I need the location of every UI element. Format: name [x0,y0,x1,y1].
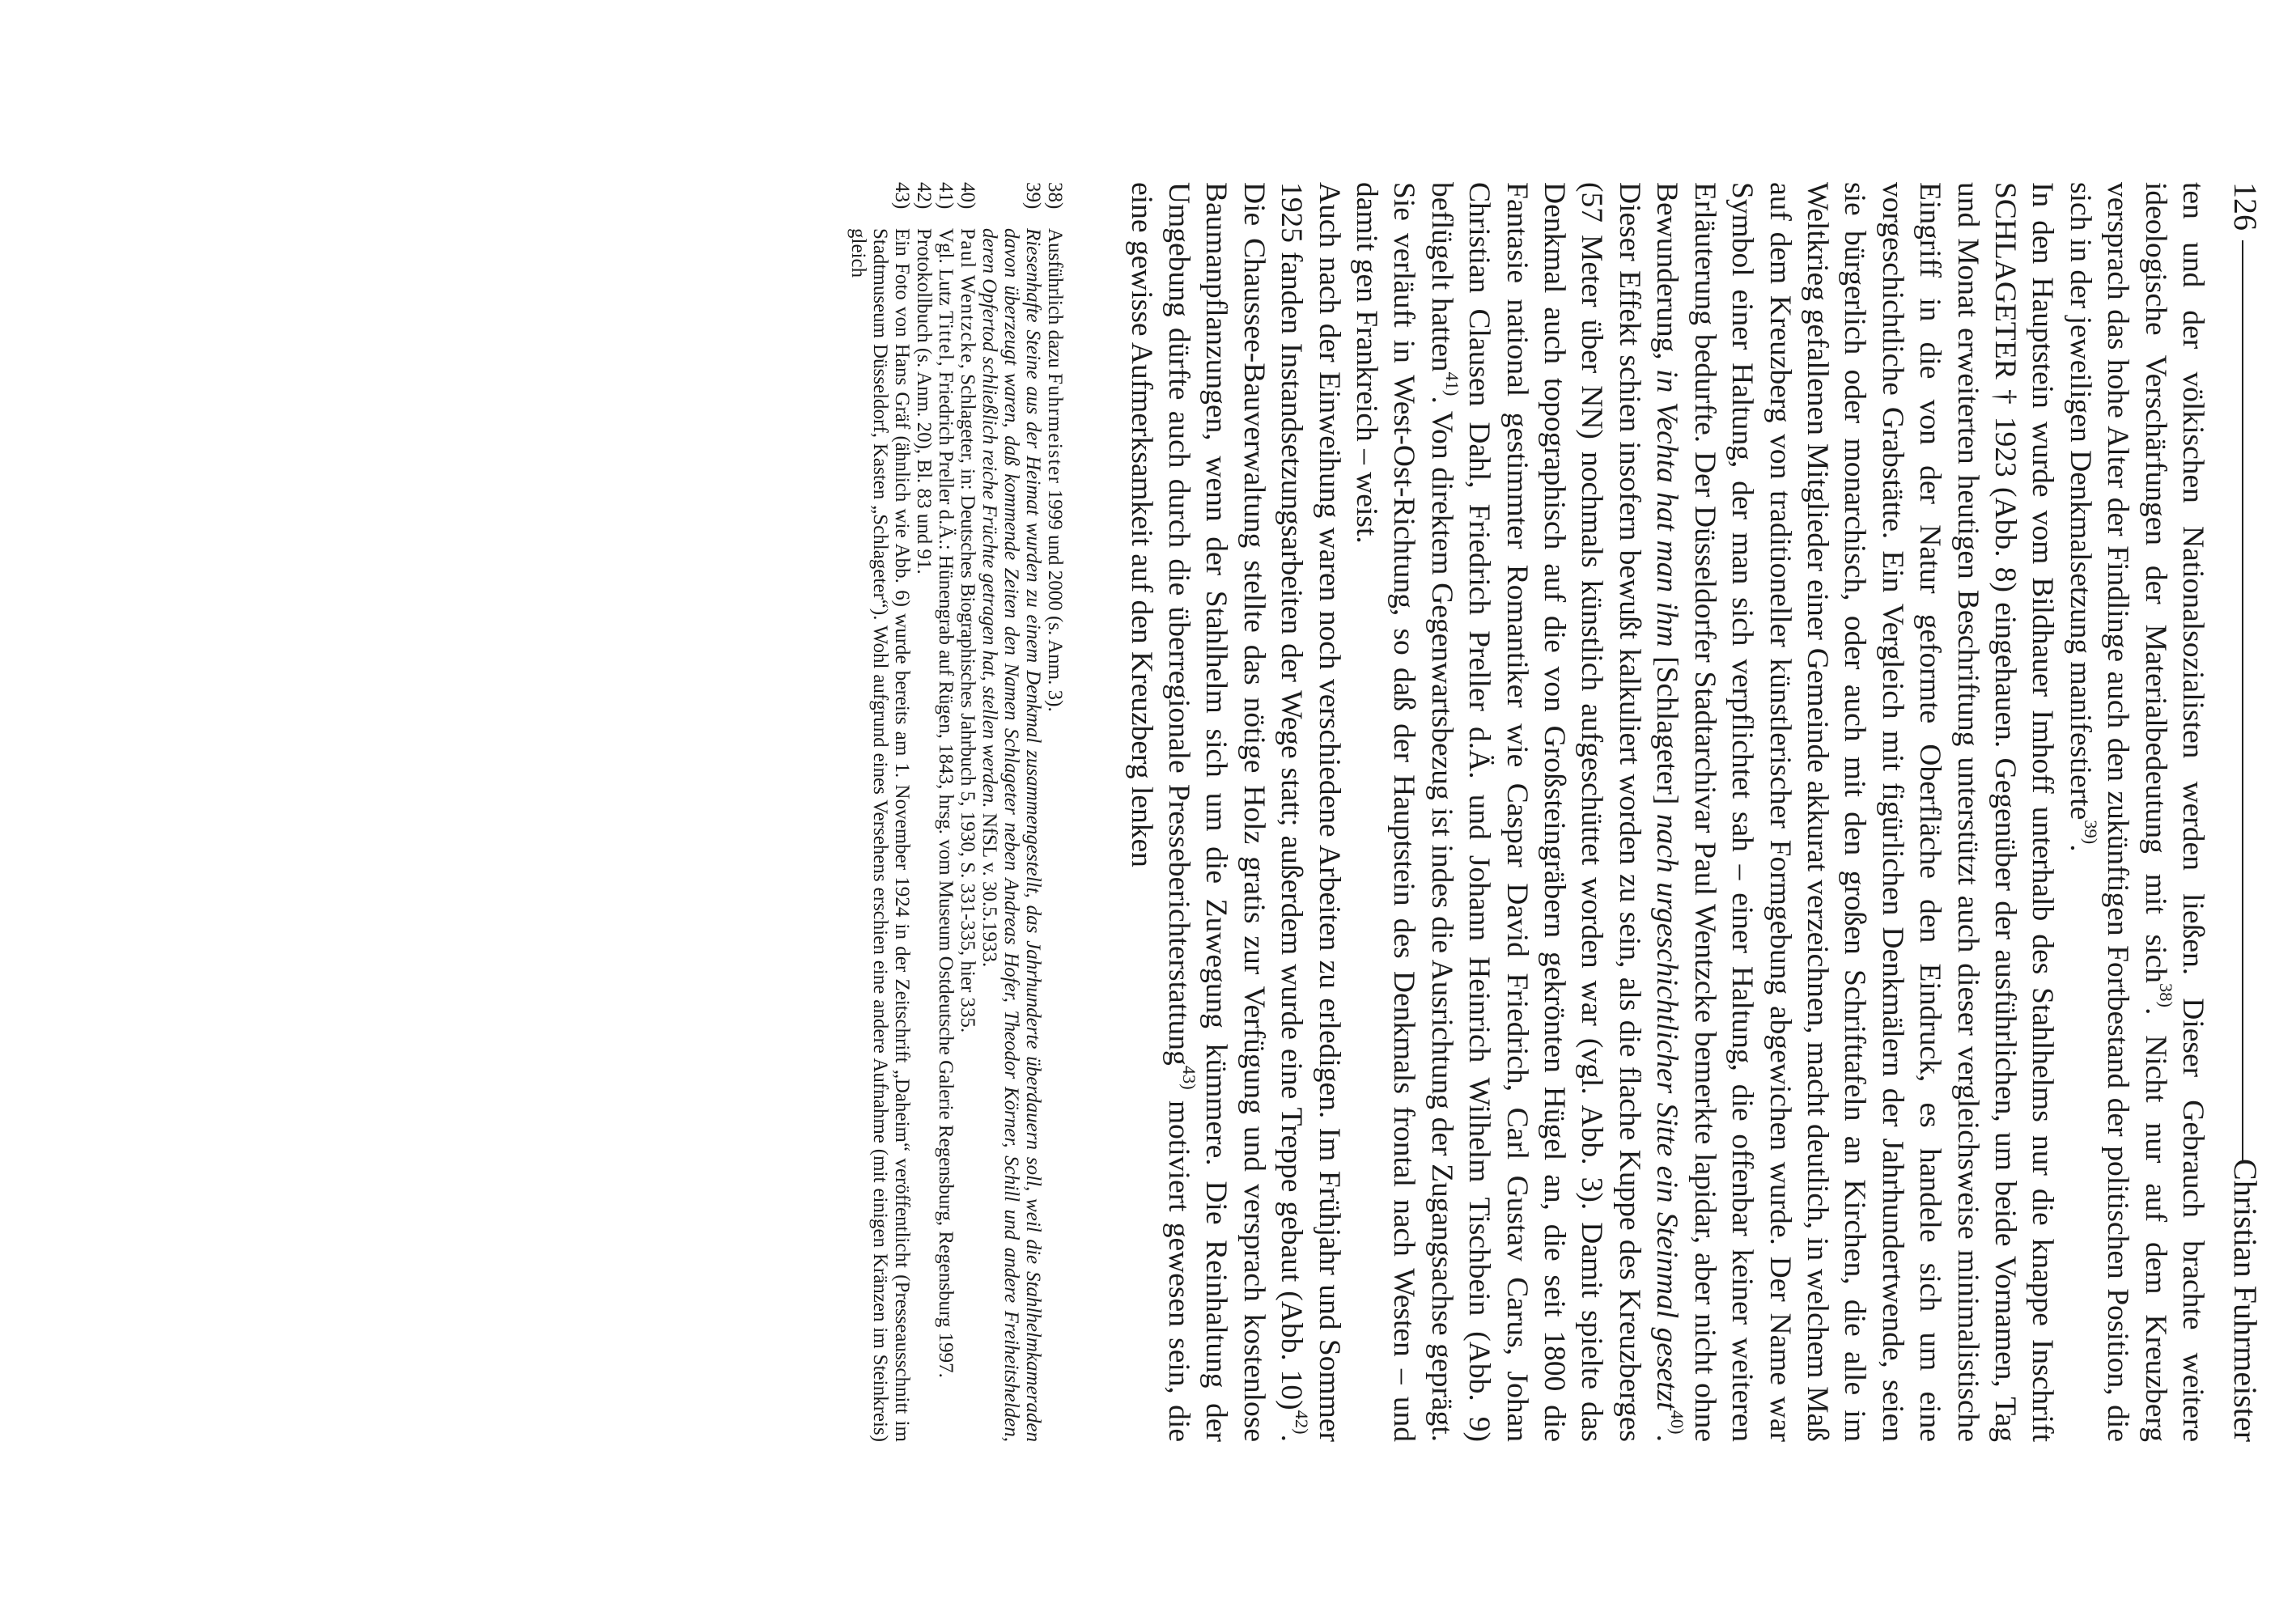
footnote-39 [978,182,1044,1442]
header-rule [2242,240,2243,1163]
body-text [1086,182,2211,1442]
footnote-number: 43) [891,182,913,210]
footnote-ref-39: 39) [2080,820,2101,845]
text-run: motiviert gewesen sein, die eine gewisse Aufmerksamkeit auf den Kreuzberg lenken [1124,182,1196,1442]
footnote-41 [935,182,957,1442]
text-run: Auch nach der Einweihung waren noch verschiedene Arbeiten zu erledigen. Im Frühjahr und Sommer 1925 fanden Instandsetzungsarbeiten der Wege statt; außerdem wurde eine Treppe gebaut (Abb. 10) [1275,182,1346,1442]
text-run: . Die Chaussee-Bauverwaltung stellte das nötige Holz gratis zur Verfügung und versprach kostenlose Baumanpflanzungen, wenn der Stahlhelm sich um die Zuwegung kümmere. Die Reinhaltung der Umgebung dürfte auch durch die überregionale Presseberichterstattung [1162,182,1309,1442]
text-run: , Schlageter, in: Deutsches Biographisches Jahrbuch 5, 1930, S. 331-335, hier 335. [957,363,978,1033]
footnote-number: 38) [1044,182,1066,210]
text-run: . Nicht nur auf dem Kreuzberg versprach das hohe Alter der Findlinge auch den zukünftigen Fortbestand der politischen Position, die sich in der jeweiligen Denkmalsetzung manifestierte [2063,182,2172,1442]
footnote-43 [847,182,913,1442]
text-run: NfSL v. 30.5.1933. [978,812,1000,968]
footnote-ref-43: 43) [1178,1065,1199,1090]
text-run: , Friedrich Preller d.Ä.: Hünengrab auf Rügen, 1843, hrsg. vom Museum Ostdeutsche Galerie Regensburg, Regensburg 1997. [935,361,957,1378]
text-run: [Schlageter] [1650,656,1684,805]
footnote-42 [913,182,935,1442]
text-run: . [2063,844,2097,852]
italic-quote: in Vechta hat man ihm [1650,369,1684,647]
footnote-number: 42) [913,182,935,210]
footnote-ref-40: 40) [1667,1410,1688,1435]
italic-quote: nach urgeschichtlicher Sitte ein Steinmal gesetzt [1650,813,1684,1410]
footnote-40 [957,182,978,1442]
paragraph-2 [1348,182,2061,1442]
text-run: ten und der völkischen Nationalsozialisten werden ließen. Dieser Gebrauch brachte weitere ideologische Verschärfungen der Materialbedeutung mit sich [2138,182,2209,1442]
author-name: Paul Wentzcke [957,228,978,364]
header-author: Christian Fuhrmeister [2227,1159,2264,1442]
footnote-number: 41) [935,182,957,210]
running-header [2211,182,2268,1442]
text-run: Vgl. Lutz [935,228,957,306]
italic-quote: Riesenhafte Steine aus der Heimat wurden zu einem Denkmal zusammengestellt, das Jahrhunderte überdauern soll, weil die Stahlhelmkameraden davon überzeugt waren, daß kommende Zeiten den Namen Schlageter neben Andreas Hofer, Theodor Körner, Schill und andere Freiheitshelden, deren Opfertod schließlich reiche Früchte getragen hat, stellen werden. [978,228,1044,1442]
footnotes [831,182,1066,1442]
footnote-ref-41: 41) [1441,371,1462,396]
footnote-number: 40) [957,182,978,210]
author-name: Fuhrmeister [1044,373,1066,485]
footnote-ref-42: 42) [1292,1410,1313,1435]
text-run: 1999 und 2000 (s. Anm. 3). [1044,489,1066,712]
text-run: Ausführlich dazu [1044,228,1066,368]
text-run: In den Hauptstein wurde vom Bildhauer Imhoff unterhalb des Stahlhelms nur die knappe Inschrift SCHLAGETER † 1923 (Abb. 8) eingehauen. Gegenüber der ausführlichen, um beide Vornamen, Tag und Monat erweiterten heutigen Beschriftung unterstützt auch dieser vergleichsweise minimalistische Eingriff in die von der Natur geformte Oberfläche den Eindruck, es handele sich um eine vorgeschichtliche Grabstätte. Ein Vergleich mit figürlichen Denkmälern der Jahrhundertwende, seien sie bürgerlich oder monarchisch, oder auch mit den großen Schrifttafeln an Kirchen, die alle im Weltkrieg gefallenen Mitglieder einer Gemeinde akkurat verzeichnen, macht deutlich, in welchem Maß auf dem Kreuzberg von traditioneller künstlerischer Formgebung abgewichen wurde. Der Name war Symbol einer Haltung, der man sich verpflichtet sah – einer Haltung, die offenbar keiner weiteren Erläuterung bedurfte. Der Düsseldorfer Stadtarchivar Paul Wentzcke bemerkte lapidar, aber nicht ohne Bewunderung, [1650,182,2060,1442]
page-number: 126 [2227,182,2264,231]
text-run: Ein Foto von Hans Gräf (ähnlich wie Abb. 6) wurde bereits am 1. November 1924 in der Zeitschrift „Daheim“ veröffentlicht (Presseausschnitt im Stadtmuseum Düsseldorf, Kasten „Schlageter“). Wohl aufgrund eines Versehens erschien eine andere Aufnahme (mit einigen Kränzen im Steinkreis) gleich [847,228,913,1442]
text-run: . Dieser Effekt schien insofern bewußt kalkuliert worden zu sein, als die flache Kuppe des Kreuzberges (57 Meter über NN) nochmals künstlich aufgeschüttet worden war (vgl. Abb. 3). Damit spielte das Denkmal auch topographisch auf die von Großsteingräbern gekrönten Hügel an, die seit 1800 die Fantasie national gestimmter Romantiker wie Caspar David Friedrich, Carl Gustav Carus, Johan Christian Clausen Dahl, Friedrich Preller d.Ä. und Johann Heinrich Wilhelm Tischbein (Abb. 9) beflügelt hatten [1424,182,1684,1442]
paragraph-1 [2061,182,2211,1442]
text-run: Protokollbuch (s. Anm. 20), Bl. 83 und 91. [913,228,935,575]
footnote-number: 39) [1022,182,1044,210]
footnote-38 [1044,182,1066,1442]
author-name: Tittel [935,311,957,362]
footnote-ref-38: 38) [2155,983,2176,1007]
text-run: . Von direktem Gegenwartsbezug ist indes die Ausrichtung der Zugangsachse geprägt. Sie verläuft in West-Ost-Richtung, so daß der Hauptstein des Denkmals frontal nach Westen – und damit gen Frankreich – weist. [1350,182,1458,1442]
paragraph-3 [1122,182,1347,1442]
